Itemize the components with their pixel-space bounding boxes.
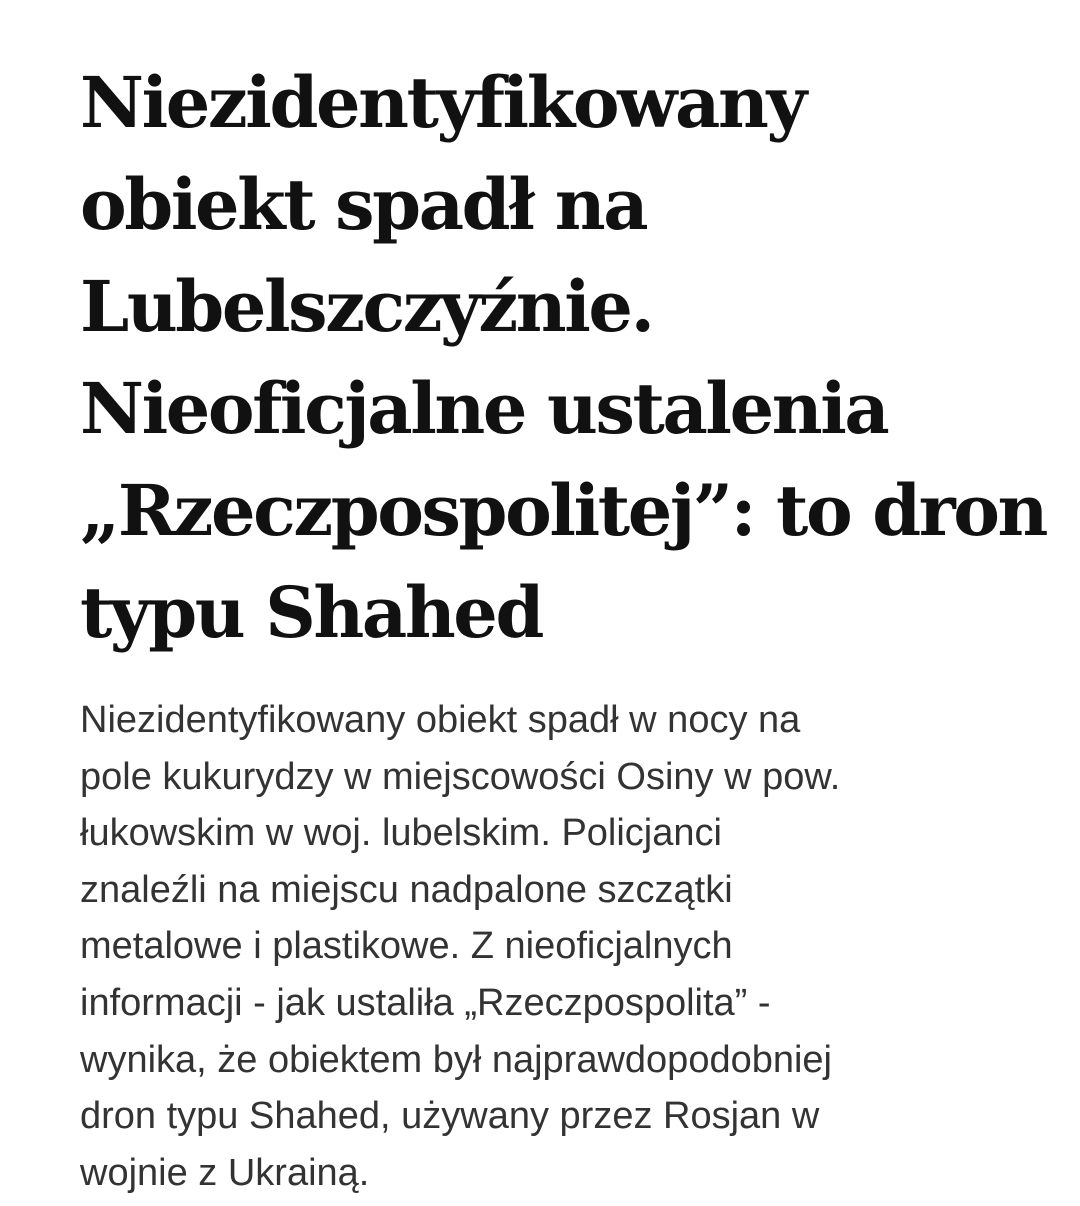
lead-line: metalowe i plastikowe. Z nieoficjalnych bbox=[80, 925, 733, 968]
lead-line: dron typu Shahed, używany przez Rosjan w bbox=[80, 1095, 820, 1138]
headline-line: Lubelszczyźnie. bbox=[80, 265, 653, 348]
headline-line: Niezidentyfikowany bbox=[80, 61, 805, 144]
lead-line: Niezidentyfikowany obiekt spadł w nocy na bbox=[80, 699, 801, 741]
article-headline[interactable] bbox=[80, 52, 1047, 664]
lead-line: pole kukurydzy w miejscowości Osiny w pow. bbox=[80, 755, 841, 798]
lead-line: informacji - jak ustaliła „Rzeczpospolita” - bbox=[80, 981, 771, 1024]
headline-line: typu Shahed bbox=[80, 571, 542, 654]
headline-line: obiekt spadł na bbox=[80, 163, 647, 246]
lead-line: wynika, że obiektem był najprawdopodobniej bbox=[80, 1038, 833, 1081]
lead-line: znaleźli na miejscu nadpalone szczątki bbox=[80, 868, 733, 911]
headline-line: „Rzeczpospolitej”: to dron bbox=[80, 469, 1047, 552]
lead-line: wojnie z Ukrainą. bbox=[80, 1151, 370, 1194]
article bbox=[80, 52, 1047, 1201]
headline-line: Nieoficjalne ustalenia bbox=[80, 367, 888, 450]
lead-line: łukowskim w woj. lubelskim. Policjanci bbox=[80, 812, 722, 855]
article-lead bbox=[80, 692, 1040, 1201]
